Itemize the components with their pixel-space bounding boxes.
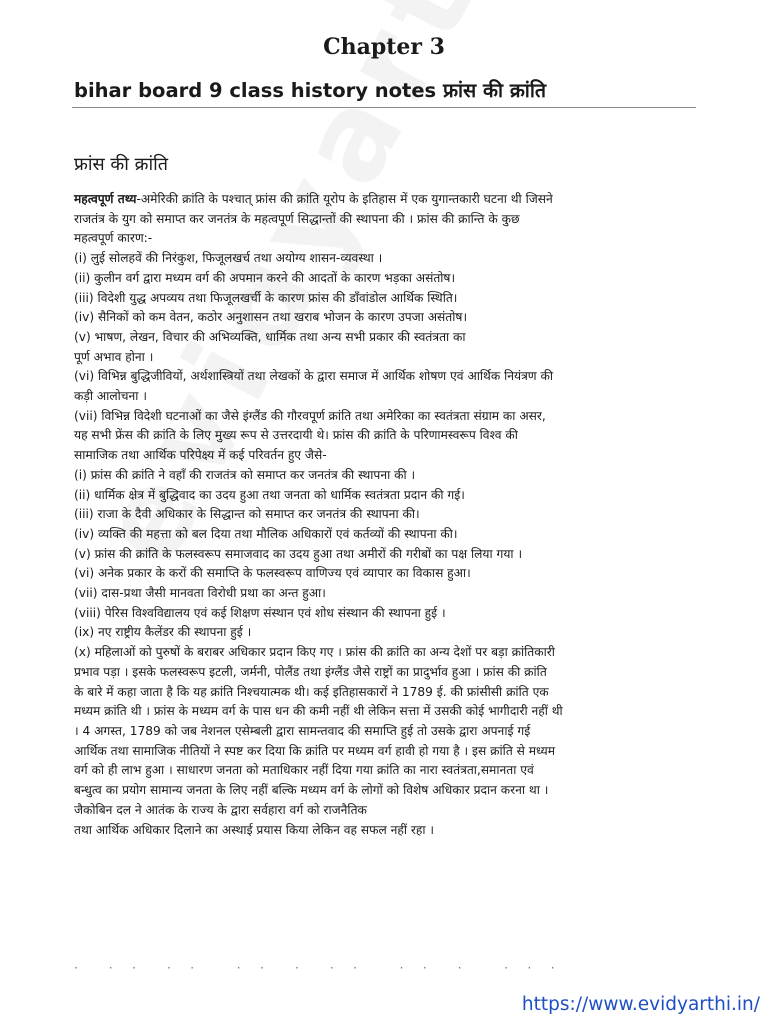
- text-line: यह सभी फ्रेंस की क्रांति के लिए मुख्य रूप से उत्तरदायी थे। फ्रांस की क्रांति के परिणामस्वरूप विश्व की: [74, 428, 518, 443]
- text-line: । 4 अगस्त, 1789 को जब नेशनल एसेम्बली द्वारा सामन्तवाद की समाप्ति हुई तो उसके द्वारा अपनाई गई: [74, 723, 531, 738]
- text-line: (iv) सैनिकों को कम वेतन, कठोर अनुशासन तथा खराब भोजन के कारण उपजा असंतोष।: [74, 310, 468, 325]
- text-line: (v) फ्रांस की क्रांति के फलस्वरूप समाजवाद का उदय हुआ तथा अमीरों की गरीबों का पक्ष लिया गया ।: [74, 546, 523, 561]
- text-line: तथा आर्थिक अधिकार दिलाने का अस्थाई प्रयास किया लेकिन वह सफल नहीं रहा ।: [74, 822, 434, 837]
- text-line: (iii) राजा के दैवी अधिकार के सिद्धान्त को समाप्त कर जनतंत्र की स्थापना की।: [74, 507, 420, 522]
- text-line: (vi) विभिन्न बुद्धिजीवियों, अर्थशास्त्रियों तथा लेखकों के द्वारा समाज में आर्थिक शोषण एवं आर्थिक नियंत्रण की: [74, 369, 554, 384]
- intro-text: -अमेरिकी क्रांति के पश्चात् फ्रांस की क्रांति यूरोप के इतिहास में एक युगान्तकारी घटना थी जिसने: [136, 192, 553, 206]
- text-line: बन्धुत्व का प्रयोग सामान्य जनता के लिए नहीं बल्कि मध्यम वर्ग के लोगों को विशेष अधिकार प्रदान करना था ।: [74, 783, 549, 798]
- text-line: (vi) अनेक प्रकार के करों की समाप्ति के फलस्वरूप वाणिज्य एवं व्यापार का विकास हुआ।: [74, 566, 471, 581]
- intro-line: राजतंत्र के युग को समाप्त कर जनतंत्र के महत्वपूर्ण सिद्धान्तों की स्थापना की । फ्रांस की क्रान्ति के कुछ: [74, 211, 520, 226]
- footer-link[interactable]: https://www.evidyarthi.in/: [521, 994, 760, 1015]
- article-body: [74, 190, 700, 840]
- text-line: (x) महिलाओं को पुरुषों के बराबर अधिकार प्रदान किए गए । फ्रांस की क्रांति का अन्य देशों पर बड़ा क्रांतिकारी: [74, 645, 555, 660]
- text-line: (vii) विभिन्न विदेशी घटनाओं का जैसे इंग्लैंड की गौरवपूर्ण क्रांति तथा अमेरिका का स्वतंत्रता संग्राम का असर,: [74, 408, 546, 423]
- section-title: फ्रांस की क्रांति: [74, 154, 169, 175]
- text-line: (iii) विदेशी युद्ध अपव्यय तथा फिजूलखर्ची के कारण फ्रांस की डाँवांडोल आर्थिक स्थिति।: [74, 290, 458, 305]
- text-line: (i) लुई सोलहवें की निरंकुश, फिजूलखर्च तथा अयोग्य शासन-व्यवस्था ।: [74, 251, 383, 266]
- page-title: bihar board 9 class history notes फ्रांस की क्रांति: [74, 79, 547, 102]
- title-divider: [72, 107, 696, 108]
- intro-label: महत्वपूर्ण तथ्य: [74, 192, 137, 206]
- text-line: (ii) धार्मिक क्षेत्र में बुद्धिवाद का उदय हुआ तथा जनता को धार्मिक स्वतंत्रता प्रदान की गई।: [74, 487, 465, 502]
- text-line: पूर्ण अभाव होना ।: [74, 349, 154, 364]
- text-line: (i) फ्रांस की क्रांति ने वहाँ की राजतंत्र को समाप्त कर जनतंत्र की स्थापना की ।: [74, 467, 416, 482]
- text-line: मध्यम क्रांति थी । फ्रांस के मध्यम वर्ग के पास धन की कमी नहीं थी लेकिन सत्ता में उसकी कोई भागीदारी नहीं थी: [74, 704, 563, 719]
- text-line: सामाजिक तथा आर्थिक परिपेक्ष्य में कई परिवर्तन हुए जैसे-: [74, 448, 327, 463]
- text-line: के बारे में कहा जाता है कि यह क्रांति निश्चयात्मक थी। कई इतिहासकारों ने 1789 ई. की फ्रांसीसी क्रांति एक: [74, 684, 549, 699]
- text-line: (v) भाषण, लेखन, विचार की अभिव्यक्ति, धार्मिक तथा अन्य सभी प्रकार की स्वतंत्रता का: [74, 329, 466, 344]
- chapter-heading: Chapter 3: [323, 34, 445, 60]
- intro-line: [74, 190, 700, 210]
- text-line: (ix) नए राष्ट्रीय कैलेंडर की स्थापना हुई ।: [74, 625, 252, 640]
- text-line: वर्ग को ही लाभ हुआ । साधारण जनता को मताधिकार नहीं दिया गया क्रांति का नारा स्वतंत्रता,समानता एवं: [74, 763, 534, 778]
- text-line: (iv) व्यक्ति की महत्ता को बल दिया तथा मौलिक अधिकारों एवं कर्तव्यों की स्थापना की।: [74, 526, 458, 541]
- text-line: (vii) दास-प्रथा जैसी मानवता विरोधी प्रथा का अन्त हुआ।: [74, 586, 326, 601]
- text-line: (ii) कुलीन वर्ग द्वारा मध्यम वर्ग की अपमान करने की आदतों के कारण भड़का असंतोष।: [74, 270, 456, 285]
- text-line: आर्थिक तथा सामाजिक नीतियों ने स्पष्ट कर दिया कि क्रांति पर मध्यम वर्ग हावी हो गया है । इस क्रांति से मध्यम: [74, 743, 555, 758]
- intro-line: महत्वपूर्ण कारण:-: [74, 231, 153, 246]
- text-line: प्रभाव पड़ा । इसके फलस्वरूप इटली, जर्मनी, पोलैंड तथा इंग्लैंड जैसे राष्ट्रों का प्रादुर्भाव हुआ । फ्रांस की क्रांति: [74, 664, 547, 679]
- cut-off-text-line: · · · · · · · · · · · · · · · ·: [74, 962, 557, 975]
- text-line: कड़ी आलोचना ।: [74, 389, 147, 404]
- text-line: (viii) पेरिस विश्वविद्यालय एवं कई शिक्षण संस्थान एवं शोध संस्थान की स्थापना हुई ।: [74, 605, 446, 620]
- text-line: जैकोबिन दल ने आतंक के राज्य के द्वारा सर्वहारा वर्ग को राजनैतिक: [74, 802, 367, 817]
